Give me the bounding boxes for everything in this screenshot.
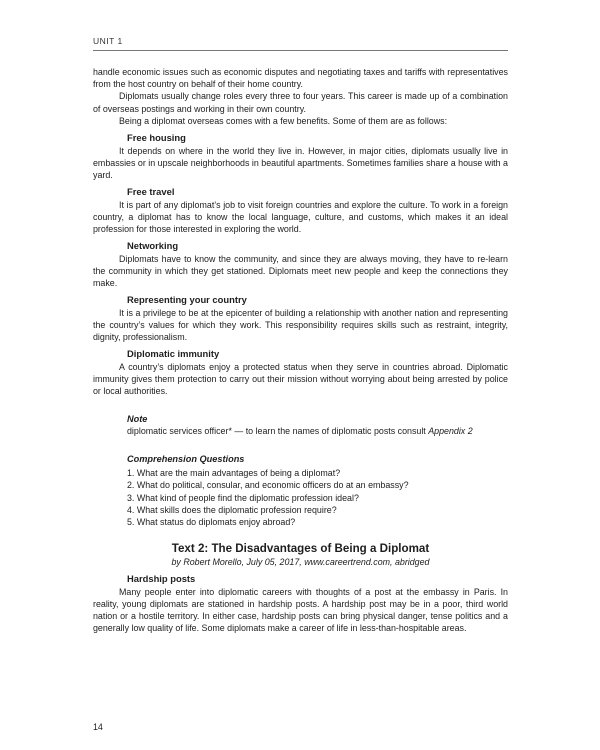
section-text: Many people enter into diplomatic careers with thoughts of a post at the embassy in Paris. In reality, young diplomats are stationed in hardship posts. A hardship post may be in a poor, third world nation or a hostile territory. In either case, hardship posts can bring physical danger, tense politics and a generally low quality of life. Some diplomats make a career of life in less-than-hospitable areas. [93, 586, 508, 634]
section-text: Diplomats have to know the community, and since they are always moving, they have to re-learn the community in which they get stationed. Diplomats meet new people and keep the connections they make. [93, 253, 508, 289]
question-item: 4. What skills does the diplomatic profession require? [127, 504, 337, 515]
note-text [127, 425, 508, 437]
appendix-reference: Appendix 2 [428, 425, 473, 436]
question-item: 1. What are the main advantages of being a diplomat? [127, 468, 341, 479]
section-text: A country’s diplomats enjoy a protected status when they serve in countries abroad. Diplomatic immunity gives them protection to carry out their mission without worrying about being arrested by police or local authorities. [93, 361, 508, 397]
section-heading: Diplomatic immunity [127, 348, 220, 360]
comprehension-block [93, 453, 508, 528]
paragraph: Being a diplomat overseas comes with a few benefits. Some of them are as follows: [119, 115, 448, 126]
section-diplomatic-immunity [93, 348, 508, 397]
note-title: Note [127, 413, 148, 424]
text2-byline: by Robert Morello, July 05, 2017, www.careertrend.com, abridged [171, 557, 430, 568]
paragraph: handle economic issues such as economic disputes and negotiating taxes and tariffs with representatives from the host country on behalf of their home country. [93, 67, 508, 90]
question-item: 2. What do political, consular, and economic officers do at an embassy? [127, 480, 409, 491]
note-body: diplomatic services officer* — to learn the names of diplomatic posts consult [127, 425, 429, 436]
section-heading: Free housing [127, 132, 186, 144]
section-representing-your-country [93, 294, 508, 343]
section-text: It depends on where in the world they live in. However, in major cities, diplomats usually live in embassies or in upscale neighborhoods in beautiful apartments. Sometimes families share a house with a yard. [93, 145, 508, 180]
page-number: 14 [93, 722, 103, 732]
section-text: It is part of any diplomat’s job to visit foreign countries and explore the culture. To work in a foreign country, a diplomat has to know the local language, culture, and customs, which makes it an ideal profession for those interested in exploring the world. [93, 199, 508, 235]
section-heading: Hardship posts [127, 573, 196, 585]
question-item: 3. What kind of people find the diplomatic profession ideal? [127, 492, 359, 503]
page-body [93, 66, 508, 635]
paragraph: Diplomats usually change roles every three to four years. This career is made up of a combination of overseas postings and working in their own country. [93, 91, 508, 114]
section-networking [93, 240, 508, 289]
section-heading: Representing your country [127, 294, 247, 306]
section-heading: Free travel [127, 186, 175, 198]
section-hardship-posts [93, 573, 508, 634]
text2-title: Text 2: The Disadvantages of Being a Diplomat [171, 542, 430, 556]
note-block [93, 413, 508, 437]
section-free-housing [93, 132, 508, 181]
section-heading: Networking [127, 240, 179, 252]
question-item: 5. What status do diplomats enjoy abroad? [127, 516, 296, 527]
comprehension-title: Comprehension Questions [127, 453, 245, 464]
running-header [93, 36, 508, 51]
question-list [127, 467, 508, 528]
section-text: It is a privilege to be at the epicenter of building a relationship with another nation and representing the country’s values for which they work. This responsibility requires skills such as restraint, integrity, dignity, professionalism. [93, 307, 508, 343]
header-rule [93, 50, 508, 51]
unit-label: UNIT 1 [93, 36, 123, 46]
section-free-travel [93, 186, 508, 235]
